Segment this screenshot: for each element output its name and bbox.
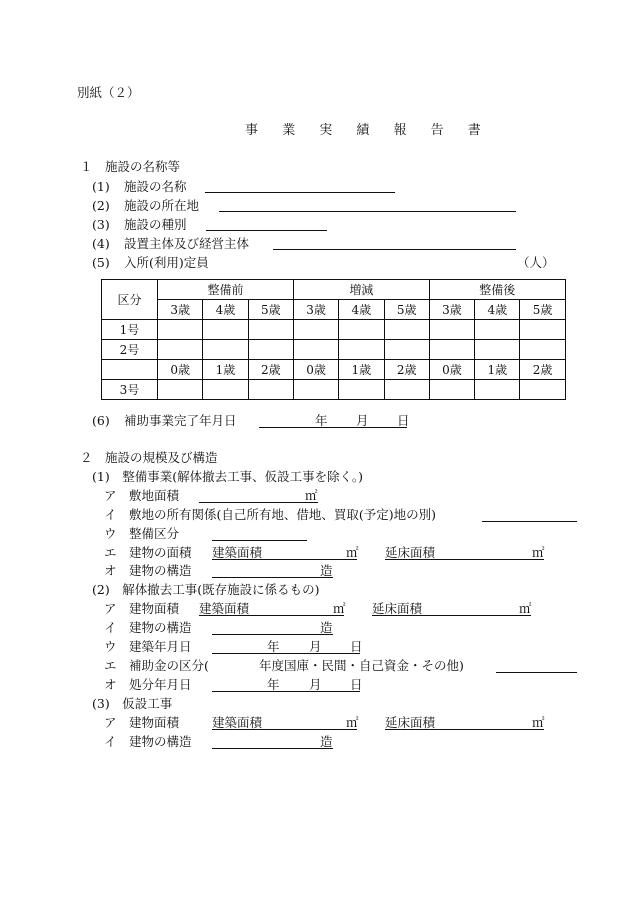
age-header: 4歳 [203, 300, 248, 320]
floor-area-caption: 延床面積 [385, 715, 436, 730]
row-label: 3号 [102, 380, 158, 400]
sqm-unit: ㎡ [519, 601, 532, 616]
age-header: 1歳 [203, 360, 248, 380]
build-date-field[interactable] [212, 653, 360, 654]
item-no: (5) [92, 255, 110, 270]
table-cell[interactable] [520, 320, 565, 340]
table-cell[interactable] [158, 340, 203, 360]
development-type-label: ウ 整備区分 [104, 526, 180, 541]
sqm-unit: ㎡ [346, 715, 359, 730]
table-cell[interactable] [293, 340, 338, 360]
age-header: 2歳 [520, 360, 565, 380]
table-cell[interactable] [384, 320, 429, 340]
item-no: (3) [92, 217, 110, 232]
age-header: 2歳 [248, 360, 293, 380]
age-header: 4歳 [339, 300, 384, 320]
table-row [102, 380, 566, 400]
demolition-floor-area-field[interactable] [372, 615, 531, 616]
facility-address-label: 施設の所在地 [124, 198, 200, 213]
section-2-heading: ２ 施設の規模及び構造 [80, 450, 218, 465]
table-cell[interactable] [520, 380, 565, 400]
floor-area-field[interactable] [385, 559, 544, 560]
year-label: 年 [315, 413, 328, 428]
sub3-label: (3) 仮設工事 [92, 696, 173, 711]
zo-label: 造 [320, 563, 333, 578]
building-area-caption: 建築面積 [199, 601, 250, 616]
table-cell[interactable] [158, 380, 203, 400]
completion-date-field[interactable] [259, 427, 407, 428]
age-header: 1歳 [475, 360, 520, 380]
blank-cell [102, 360, 158, 380]
facility-type-field[interactable] [206, 230, 327, 231]
structure-label: オ 建物の構造 [104, 563, 192, 578]
founder-operator-field[interactable] [273, 249, 516, 250]
temp-building-area-field[interactable] [212, 729, 357, 730]
development-type-field[interactable] [212, 540, 307, 541]
item-no: (6) [92, 413, 110, 428]
day-label: 日 [350, 677, 363, 692]
month-label: 月 [356, 413, 369, 428]
capacity-label: 入所(利用)定員 [124, 255, 209, 270]
table-cell[interactable] [520, 340, 565, 360]
item-no: (2) [92, 198, 110, 213]
table-cell[interactable] [429, 340, 474, 360]
facility-address-field[interactable] [219, 211, 516, 212]
month-label: 月 [309, 639, 322, 654]
capacity-table [101, 279, 566, 400]
building-area-caption: 建築面積 [212, 715, 263, 730]
demolition-building-area-field[interactable] [199, 615, 344, 616]
land-ownership-label: イ 敷地の所有関係(自己所有地、借地、買取(予定)地の別) [104, 507, 437, 522]
item-no: (1) [92, 179, 110, 194]
table-cell[interactable] [293, 320, 338, 340]
demolition-structure-field[interactable] [212, 634, 333, 635]
completion-date-label: 補助事業完了年月日 [124, 413, 237, 428]
table-cell[interactable] [339, 380, 384, 400]
demolition-structure-label: イ 建物の構造 [104, 620, 192, 635]
temp-building-area-label: ア 建物面積 [104, 715, 180, 730]
table-row [102, 320, 566, 340]
facility-name-field[interactable] [205, 192, 395, 193]
day-label: 日 [350, 639, 363, 654]
sub2-label: (2) 解体撤去工事(既存施設に係るもの) [92, 582, 320, 597]
year-label: 年 [267, 639, 280, 654]
table-cell[interactable] [248, 340, 293, 360]
sqm-unit: ㎡ [305, 488, 318, 503]
sub1-label: (1) 整備事業(解体撤去工事、仮設工事を除く。) [92, 469, 363, 484]
subsidy-type-options: 年度国庫・民間・自己資金・その他) [259, 658, 464, 673]
year-label: 年 [267, 677, 280, 692]
table-cell[interactable] [203, 320, 248, 340]
facility-name-label: 施設の名称 [124, 179, 187, 194]
age-header: 3歳 [293, 300, 338, 320]
table-cell[interactable] [248, 380, 293, 400]
land-ownership-field[interactable] [482, 521, 577, 522]
age-header: 0歳 [429, 360, 474, 380]
temp-structure-label: イ 建物の構造 [104, 734, 192, 749]
table-cell[interactable] [475, 320, 520, 340]
founder-operator-label: 設置主体及び経営主体 [124, 236, 250, 251]
floor-area-caption: 延床面積 [385, 545, 436, 560]
building-area-field[interactable] [212, 559, 357, 560]
table-cell[interactable] [429, 320, 474, 340]
age-header: 0歳 [293, 360, 338, 380]
sqm-unit: ㎡ [346, 545, 359, 560]
temp-floor-area-field[interactable] [385, 729, 544, 730]
age-header: 5歳 [520, 300, 565, 320]
age-header: 3歳 [429, 300, 474, 320]
building-area-label: エ 建物の面積 [104, 545, 192, 560]
group-header-after: 整備後 [429, 280, 565, 300]
table-cell[interactable] [293, 380, 338, 400]
age-header: 0歳 [158, 360, 203, 380]
zo-label: 造 [320, 734, 333, 749]
zo-label: 造 [320, 620, 333, 635]
unit-persons: （人） [517, 255, 555, 270]
group-header-change: 増減 [293, 280, 429, 300]
page-title: 事 業 実 績 報 告 書 [245, 123, 491, 138]
age-header: 3歳 [158, 300, 203, 320]
row-label: 1号 [102, 320, 158, 340]
structure-field[interactable] [212, 577, 333, 578]
group-header-before: 整備前 [158, 280, 294, 300]
build-date-label: ウ 建築年月日 [104, 639, 192, 654]
day-label: 日 [397, 413, 410, 428]
table-cell[interactable] [429, 380, 474, 400]
age-header: 4歳 [475, 300, 520, 320]
age-header: 5歳 [248, 300, 293, 320]
row-label: 2号 [102, 340, 158, 360]
table-cell[interactable] [248, 320, 293, 340]
section-1-heading: １ 施設の名称等 [80, 159, 181, 174]
facility-type-label: 施設の種別 [124, 217, 187, 232]
table-cell[interactable] [203, 340, 248, 360]
item-no: (4) [92, 236, 110, 251]
sqm-unit: ㎡ [532, 715, 545, 730]
temp-structure-field[interactable] [212, 748, 333, 749]
site-area-label: ア 敷地面積 [104, 488, 180, 503]
table-cell[interactable] [158, 320, 203, 340]
disposal-date-label: オ 処分年月日 [104, 677, 192, 692]
month-label: 月 [309, 677, 322, 692]
sqm-unit: ㎡ [333, 601, 346, 616]
kubun-header: 区分 [102, 280, 158, 320]
disposal-date-field[interactable] [212, 691, 360, 692]
sqm-unit: ㎡ [532, 545, 545, 560]
demolition-building-area-label: ア 建物面積 [104, 601, 180, 616]
table-cell[interactable] [339, 340, 384, 360]
table-row [102, 340, 566, 360]
table-cell[interactable] [339, 320, 384, 340]
annex-label: 別紙（２） [77, 85, 140, 100]
table-cell[interactable] [475, 340, 520, 360]
floor-area-caption: 延床面積 [372, 601, 423, 616]
table-cell[interactable] [203, 380, 248, 400]
site-area-field[interactable] [199, 502, 318, 503]
age-header: 1歳 [339, 360, 384, 380]
subsidy-type-field[interactable] [496, 672, 577, 673]
table-cell[interactable] [384, 340, 429, 360]
table-cell[interactable] [384, 380, 429, 400]
age-header: 2歳 [384, 360, 429, 380]
age-header: 5歳 [384, 300, 429, 320]
subsidy-type-label: エ 補助金の区分( [104, 658, 209, 673]
table-cell[interactable] [475, 380, 520, 400]
building-area-caption: 建築面積 [212, 545, 263, 560]
